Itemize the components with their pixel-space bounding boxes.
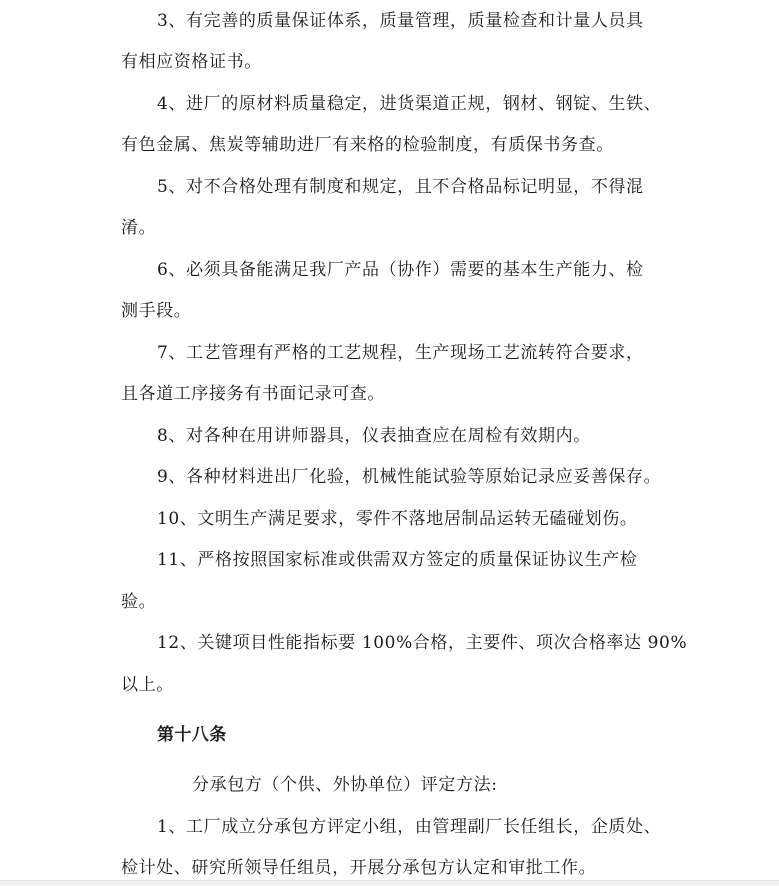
page-bottom-edge <box>0 880 779 886</box>
paragraph-line: 以上。 <box>121 675 174 695</box>
paragraph-line: 淆。 <box>121 218 157 238</box>
paragraph-line: 4、进厂的原材料质量稳定，进货渠道正规，钢材、钢锭、生铁、 <box>157 94 662 114</box>
paragraph-line: 1、工厂成立分承包方评定小组，由管理副厂长任组长，企质处、 <box>157 817 662 837</box>
paragraph-line: 且各道工序接务有书面记录可查。 <box>121 384 385 404</box>
paragraph-line: 8、对各种在用讲师器具，仪表抽查应在周检有效期内。 <box>157 426 591 446</box>
section-heading: 第十八条 <box>157 725 227 745</box>
paragraph-line: 测手段。 <box>121 301 192 321</box>
paragraph-line: 6、必须具备能满足我厂产品（协作）需要的基本生产能力、检 <box>157 260 644 280</box>
paragraph-line: 5、对不合格处理有制度和规定，且不合格品标记明显，不得混 <box>157 177 644 197</box>
paragraph-line: 12、关键项目性能指标要 100%合格，主要件、项次合格率达 90% <box>157 633 688 653</box>
paragraph-line: 验。 <box>121 592 157 612</box>
paragraph-line: 有色金属、焦炭等辅助进厂有来格的检验制度，有质保书务查。 <box>121 135 614 155</box>
paragraph-line: 7、工艺管理有严格的工艺规程，生产现场工艺流转符合要求， <box>157 343 644 363</box>
paragraph-line: 10、文明生产满足要求，零件不落地居制品运转无磕碰划伤。 <box>157 509 638 529</box>
paragraph-line: 11、严格按照国家标准或供需双方签定的质量保证协议生产检 <box>157 550 638 570</box>
paragraph-line: 3、有完善的质量保证体系，质量管理，质量检查和计量人员具 <box>157 11 644 31</box>
paragraph-line: 有相应资格证书。 <box>121 52 262 72</box>
paragraph-line: 检计处、研究所领导任组员，开展分承包方认定和审批工作。 <box>121 858 597 878</box>
method-intro: 分承包方（个供、外协单位）评定方法: <box>192 775 498 795</box>
paragraph-line: 9、各种材料进出厂化验，机械性能试验等原始记录应妥善保存。 <box>157 467 662 487</box>
